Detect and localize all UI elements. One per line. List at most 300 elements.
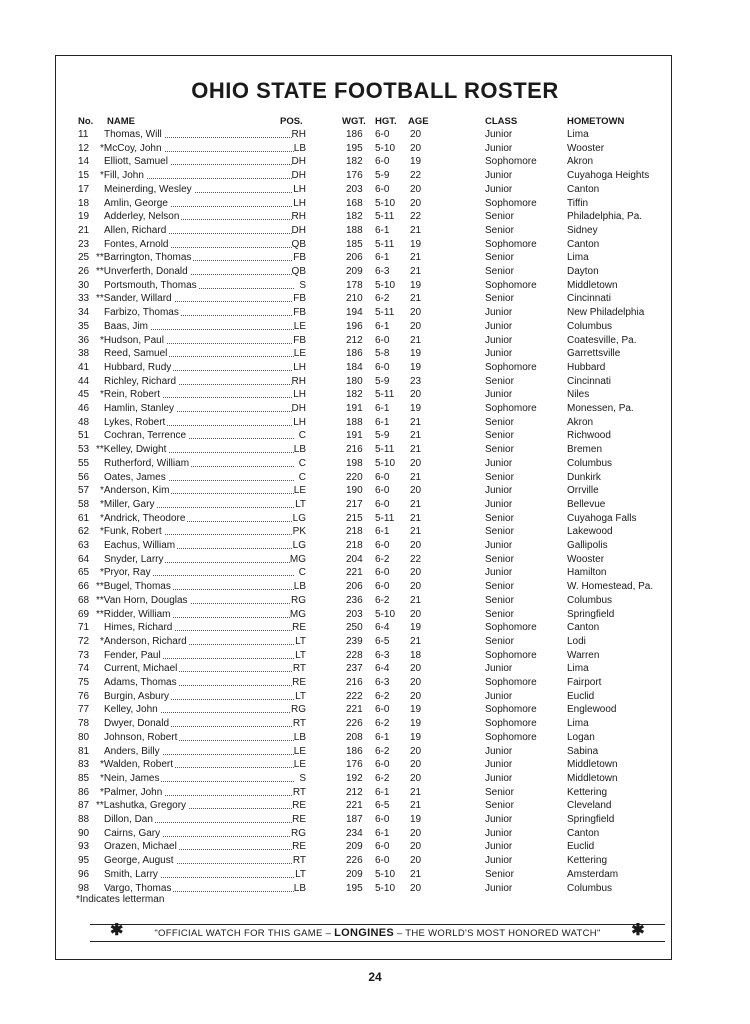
banner-pre: "OFFICIAL WATCH FOR THIS GAME – bbox=[154, 928, 335, 939]
player-hometown: Sabina bbox=[567, 745, 599, 757]
player-name-cell bbox=[96, 443, 306, 457]
player-age: 21 bbox=[410, 293, 422, 305]
player-weight: 217 bbox=[346, 498, 363, 510]
player-weight: 187 bbox=[346, 814, 363, 825]
player-height: 5-9 bbox=[375, 430, 390, 442]
player-class: Senior bbox=[485, 471, 514, 483]
roster-row bbox=[0, 813, 750, 827]
player-weight: 188 bbox=[346, 416, 363, 428]
player-hometown: Coatesville, Pa. bbox=[567, 334, 637, 346]
roster-row bbox=[0, 772, 750, 786]
player-name-cell bbox=[96, 210, 306, 224]
player-number: 17 bbox=[78, 183, 90, 195]
player-age: 22 bbox=[410, 553, 422, 565]
player-class: Senior bbox=[485, 868, 514, 880]
roster-row bbox=[0, 347, 750, 361]
player-number: 76 bbox=[78, 690, 90, 702]
player-class: Senior bbox=[485, 608, 514, 620]
player-position: C bbox=[298, 457, 306, 469]
player-hometown: Lima bbox=[567, 252, 589, 264]
player-position: QB bbox=[291, 266, 306, 277]
player-position: LG bbox=[292, 540, 306, 551]
player-age: 21 bbox=[410, 498, 422, 510]
player-height: 6-0 bbox=[375, 814, 390, 825]
player-name-cell bbox=[96, 251, 306, 265]
player-weight: 236 bbox=[346, 594, 363, 606]
player-height: 5-10 bbox=[375, 608, 396, 620]
player-number: 78 bbox=[78, 718, 90, 730]
player-class: Sophomore bbox=[485, 649, 537, 661]
player-hometown: Garrettsville bbox=[567, 348, 621, 360]
player-weight: 203 bbox=[346, 608, 363, 620]
player-class: Sophomore bbox=[485, 403, 537, 414]
player-age: 21 bbox=[410, 430, 422, 442]
player-name: Current, Michael bbox=[96, 663, 179, 674]
player-class: Sophomore bbox=[485, 718, 537, 730]
roster-row bbox=[0, 457, 750, 471]
player-class: Senior bbox=[485, 444, 514, 456]
player-hometown: Cincinnati bbox=[567, 375, 611, 387]
player-name-cell bbox=[96, 361, 306, 375]
player-hometown: Tiffin bbox=[567, 197, 589, 209]
player-age: 20 bbox=[410, 320, 422, 332]
player-number: 66 bbox=[78, 581, 90, 593]
player-position: C bbox=[298, 567, 306, 579]
player-age: 19 bbox=[410, 731, 422, 743]
player-number: 69 bbox=[78, 608, 90, 620]
roster-row bbox=[0, 169, 750, 183]
roster-row bbox=[0, 868, 750, 882]
player-class: Junior bbox=[485, 142, 513, 154]
player-height: 6-5 bbox=[375, 800, 390, 812]
player-height: 6-0 bbox=[375, 334, 390, 346]
player-age: 21 bbox=[410, 868, 422, 880]
roster-row bbox=[0, 334, 750, 348]
player-name: *McCoy, John bbox=[96, 143, 164, 154]
player-name-cell bbox=[96, 854, 306, 868]
player-weight: 180 bbox=[346, 375, 363, 387]
player-name-cell bbox=[96, 169, 306, 183]
player-number: 19 bbox=[78, 211, 90, 223]
roster-row bbox=[0, 594, 750, 608]
player-class: Junior bbox=[485, 457, 513, 469]
player-hometown: Columbus bbox=[567, 457, 613, 469]
player-age: 19 bbox=[410, 238, 422, 250]
player-name: Richley, Richard bbox=[96, 376, 178, 387]
player-weight: 222 bbox=[346, 690, 363, 702]
player-name: Kelley, John bbox=[96, 704, 160, 715]
player-position: MG bbox=[289, 553, 306, 565]
player-hometown: Middletown bbox=[567, 759, 618, 771]
player-class: Sophomore bbox=[485, 677, 537, 688]
roster-row bbox=[0, 840, 750, 854]
player-position: LB bbox=[293, 581, 306, 593]
player-hometown: Monessen, Pa. bbox=[567, 403, 634, 414]
player-name-cell bbox=[96, 594, 306, 608]
player-name-cell bbox=[96, 347, 306, 361]
player-weight: 209 bbox=[346, 841, 363, 853]
player-weight: 208 bbox=[346, 731, 363, 743]
player-number: 25 bbox=[78, 252, 90, 264]
player-number: 30 bbox=[78, 279, 90, 291]
player-height: 5-11 bbox=[375, 512, 395, 524]
player-weight: 216 bbox=[346, 444, 363, 456]
player-number: 63 bbox=[78, 540, 90, 551]
player-name-cell bbox=[96, 580, 306, 594]
player-number: 75 bbox=[78, 677, 90, 688]
player-hometown: Hubbard bbox=[567, 361, 606, 373]
player-class: Senior bbox=[485, 430, 514, 442]
roster-row bbox=[0, 799, 750, 813]
player-age: 20 bbox=[410, 827, 422, 839]
player-hometown: Orrville bbox=[567, 485, 599, 497]
player-position: FB bbox=[293, 252, 306, 264]
player-class: Junior bbox=[485, 690, 513, 702]
player-weight: 209 bbox=[346, 868, 363, 880]
player-class: Junior bbox=[485, 827, 513, 839]
roster-row bbox=[0, 224, 750, 238]
player-hometown: Middletown bbox=[567, 772, 618, 784]
player-position: FB bbox=[293, 307, 306, 319]
roster-row bbox=[0, 251, 750, 265]
player-number: 26 bbox=[78, 266, 90, 277]
player-name: Baas, Jim bbox=[96, 321, 150, 332]
player-number: 86 bbox=[78, 786, 90, 798]
player-height: 6-3 bbox=[375, 649, 390, 661]
roster-row bbox=[0, 580, 750, 594]
player-position: RE bbox=[292, 800, 306, 812]
player-weight: 221 bbox=[346, 567, 363, 579]
player-class: Senior bbox=[485, 293, 514, 305]
player-class: Junior bbox=[485, 540, 513, 551]
player-name: Meinerding, Wesley bbox=[96, 184, 194, 195]
roster-row bbox=[0, 484, 750, 498]
player-name-cell bbox=[96, 292, 306, 306]
player-position: RH bbox=[291, 129, 306, 140]
player-name-cell bbox=[96, 525, 306, 539]
player-name: Portsmouth, Thomas bbox=[96, 280, 199, 291]
player-age: 19 bbox=[410, 279, 422, 291]
player-weight: 196 bbox=[346, 320, 363, 332]
player-age: 19 bbox=[410, 814, 422, 825]
player-age: 20 bbox=[410, 772, 422, 784]
header-name: NAME bbox=[107, 116, 135, 127]
player-position: LB bbox=[293, 444, 306, 456]
player-class: Junior bbox=[485, 183, 513, 195]
player-age: 20 bbox=[410, 677, 422, 688]
player-name: Hamlin, Stanley bbox=[96, 403, 176, 414]
player-position: RG bbox=[291, 594, 306, 606]
player-hometown: Lodi bbox=[567, 635, 586, 647]
player-name: *Hudson, Paul bbox=[96, 335, 166, 346]
player-name: George, August bbox=[96, 855, 176, 866]
player-number: 65 bbox=[78, 567, 90, 579]
roster-row bbox=[0, 375, 750, 389]
player-hometown: W. Homestead, Pa. bbox=[567, 581, 654, 593]
player-number: 38 bbox=[78, 348, 90, 360]
player-position: LH bbox=[293, 197, 306, 209]
roster-row bbox=[0, 786, 750, 800]
player-number: 11 bbox=[78, 129, 89, 140]
player-weight: 218 bbox=[346, 526, 363, 538]
player-name-cell bbox=[96, 388, 306, 402]
player-position: RT bbox=[292, 663, 306, 675]
player-age: 20 bbox=[410, 129, 422, 140]
player-name-cell bbox=[96, 786, 306, 800]
roster-row bbox=[0, 553, 750, 567]
player-number: 61 bbox=[78, 512, 90, 524]
roster-row bbox=[0, 525, 750, 539]
roster-row bbox=[0, 292, 750, 306]
player-name-cell bbox=[96, 142, 306, 156]
player-age: 20 bbox=[410, 608, 422, 620]
player-weight: 221 bbox=[346, 800, 363, 812]
player-height: 6-0 bbox=[375, 129, 390, 140]
snowflake-icon: ✱ bbox=[110, 922, 124, 939]
player-age: 20 bbox=[410, 567, 422, 579]
player-hometown: Akron bbox=[567, 416, 594, 428]
player-height: 6-4 bbox=[375, 622, 390, 634]
player-position: LT bbox=[295, 868, 306, 880]
player-weight: 226 bbox=[346, 855, 363, 867]
banner-post: – THE WORLD'S MOST HONORED WATCH" bbox=[393, 928, 601, 939]
player-hometown: Canton bbox=[567, 238, 600, 250]
player-number: 74 bbox=[78, 663, 90, 675]
player-name-cell bbox=[96, 375, 306, 389]
player-height: 6-1 bbox=[375, 786, 390, 798]
player-height: 5-9 bbox=[375, 375, 390, 387]
player-number: 34 bbox=[78, 307, 90, 319]
player-name: Dwyer, Donald bbox=[96, 718, 171, 729]
player-age: 22 bbox=[410, 170, 422, 182]
player-number: 71 bbox=[78, 622, 90, 634]
player-name-cell bbox=[96, 799, 306, 813]
player-name-cell bbox=[96, 676, 306, 690]
player-name-cell bbox=[96, 320, 306, 334]
player-age: 19 bbox=[410, 348, 422, 360]
player-weight: 204 bbox=[346, 553, 363, 565]
player-height: 6-1 bbox=[375, 526, 390, 538]
roster-row bbox=[0, 854, 750, 868]
player-position: FB bbox=[293, 334, 306, 346]
player-name: Anders, Billy bbox=[96, 746, 162, 757]
player-age: 20 bbox=[410, 457, 422, 469]
player-name: Orazen, Michael bbox=[96, 841, 179, 852]
player-hometown: Warren bbox=[567, 649, 600, 661]
player-name-cell bbox=[96, 662, 306, 676]
player-number: 21 bbox=[78, 224, 90, 236]
player-name: Allen, Richard bbox=[96, 225, 168, 236]
player-class: Junior bbox=[485, 320, 513, 332]
player-name-cell bbox=[96, 416, 306, 430]
player-name: Eachus, William bbox=[96, 540, 177, 551]
player-name: **Van Horn, Douglas bbox=[96, 594, 188, 606]
player-hometown: Cleveland bbox=[567, 800, 612, 812]
player-weight: 192 bbox=[346, 772, 363, 784]
player-height: 6-1 bbox=[375, 403, 390, 414]
player-position: RT bbox=[292, 786, 306, 798]
player-name: Reed, Samuel bbox=[96, 348, 169, 359]
player-class: Senior bbox=[485, 635, 514, 647]
player-number: 45 bbox=[78, 389, 90, 401]
footnote: *Indicates letterman bbox=[76, 894, 165, 905]
player-position: LE bbox=[293, 485, 306, 497]
player-hometown: Euclid bbox=[567, 690, 595, 702]
player-class: Junior bbox=[485, 855, 513, 867]
player-hometown: Kettering bbox=[567, 855, 608, 867]
player-name-cell bbox=[96, 155, 306, 169]
player-name: Smith, Larry bbox=[96, 869, 160, 880]
player-age: 21 bbox=[410, 512, 422, 524]
player-weight: 194 bbox=[346, 307, 363, 319]
player-height: 5-10 bbox=[375, 868, 396, 880]
player-number: 36 bbox=[78, 334, 90, 346]
player-number: 64 bbox=[78, 553, 90, 565]
roster-row bbox=[0, 512, 750, 526]
roster-row bbox=[0, 608, 750, 622]
player-height: 6-0 bbox=[375, 704, 390, 716]
player-height: 6-2 bbox=[375, 690, 390, 702]
player-hometown: Lakewood bbox=[567, 526, 613, 538]
player-weight: 182 bbox=[346, 389, 363, 401]
player-age: 20 bbox=[410, 745, 422, 757]
player-hometown: Lima bbox=[567, 718, 589, 730]
player-hometown: Akron bbox=[567, 156, 594, 168]
player-class: Sophomore bbox=[485, 156, 537, 168]
player-number: 46 bbox=[78, 403, 90, 414]
player-age: 20 bbox=[410, 183, 422, 195]
player-name-cell bbox=[96, 608, 306, 622]
player-height: 6-1 bbox=[375, 827, 390, 839]
player-class: Junior bbox=[485, 498, 513, 510]
roster-row bbox=[0, 621, 750, 635]
roster-row bbox=[0, 197, 750, 211]
roster-row bbox=[0, 676, 750, 690]
player-name: *Andrick, Theodore bbox=[96, 513, 187, 524]
player-number: 80 bbox=[78, 731, 90, 743]
player-name-cell bbox=[96, 265, 306, 279]
player-position: RH bbox=[291, 375, 306, 387]
player-position: RE bbox=[292, 814, 306, 825]
player-weight: 186 bbox=[346, 348, 363, 360]
player-weight: 182 bbox=[346, 156, 363, 168]
player-hometown: Richwood bbox=[567, 430, 611, 442]
player-weight: 209 bbox=[346, 266, 363, 277]
player-height: 6-0 bbox=[375, 156, 390, 168]
player-name: Johnson, Robert bbox=[96, 732, 179, 743]
player-hometown: Hamilton bbox=[567, 567, 607, 579]
roster-row bbox=[0, 498, 750, 512]
player-weight: 186 bbox=[346, 745, 363, 757]
player-name-cell bbox=[96, 224, 306, 238]
player-height: 6-2 bbox=[375, 293, 390, 305]
player-weight: 220 bbox=[346, 471, 363, 483]
player-number: 55 bbox=[78, 457, 90, 469]
player-number: 77 bbox=[78, 704, 90, 716]
player-position: DH bbox=[291, 156, 306, 168]
player-hometown: Columbus bbox=[567, 320, 613, 332]
player-weight: 221 bbox=[346, 704, 363, 716]
player-position: LE bbox=[293, 745, 306, 757]
player-name: **Sander, Willard bbox=[96, 293, 172, 305]
player-class: Sophomore bbox=[485, 238, 537, 250]
player-hometown: Springfield bbox=[567, 814, 615, 825]
player-position: DH bbox=[291, 170, 306, 182]
player-name-cell bbox=[96, 813, 306, 827]
player-weight: 239 bbox=[346, 635, 363, 647]
player-position: QB bbox=[291, 238, 306, 250]
roster-row bbox=[0, 566, 750, 580]
roster-row bbox=[0, 731, 750, 745]
player-height: 6-2 bbox=[375, 594, 390, 606]
roster-row bbox=[0, 649, 750, 663]
player-class: Junior bbox=[485, 334, 513, 346]
player-weight: 212 bbox=[346, 786, 363, 798]
player-hometown: Columbus bbox=[567, 594, 613, 606]
player-height: 5-11 bbox=[375, 211, 395, 223]
player-number: 93 bbox=[78, 841, 90, 853]
header-hometown: HOMETOWN bbox=[567, 116, 625, 127]
player-position: LH bbox=[293, 416, 306, 428]
header-no: No. bbox=[78, 116, 94, 127]
player-hometown: Wooster bbox=[567, 142, 605, 154]
player-name-cell bbox=[96, 827, 306, 841]
player-height: 6-2 bbox=[375, 718, 390, 730]
player-weight: 215 bbox=[346, 512, 363, 524]
player-hometown: Dayton bbox=[567, 266, 599, 277]
player-name-cell bbox=[96, 649, 306, 663]
player-name-cell bbox=[96, 717, 306, 731]
player-age: 20 bbox=[410, 759, 422, 771]
player-age: 21 bbox=[410, 266, 422, 277]
player-class: Senior bbox=[485, 581, 514, 593]
player-weight: 226 bbox=[346, 718, 363, 730]
player-position: LT bbox=[295, 649, 306, 661]
player-class: Senior bbox=[485, 594, 514, 606]
player-position: DH bbox=[291, 403, 306, 414]
player-age: 21 bbox=[410, 444, 422, 456]
player-number: 44 bbox=[78, 375, 90, 387]
player-name-cell bbox=[96, 457, 306, 471]
player-hometown: Bellevue bbox=[567, 498, 606, 510]
player-height: 6-0 bbox=[375, 498, 390, 510]
roster-row bbox=[0, 142, 750, 156]
player-class: Junior bbox=[485, 663, 513, 675]
player-position: LT bbox=[295, 635, 306, 647]
roster-row bbox=[0, 306, 750, 320]
player-weight: 184 bbox=[346, 361, 363, 373]
player-name-cell bbox=[96, 429, 306, 443]
player-age: 20 bbox=[410, 389, 422, 401]
player-height: 6-0 bbox=[375, 855, 390, 867]
player-class: Junior bbox=[485, 772, 513, 784]
roster-row bbox=[0, 429, 750, 443]
player-name-cell bbox=[96, 238, 306, 252]
player-class: Junior bbox=[485, 170, 513, 182]
player-hometown: Niles bbox=[567, 389, 590, 401]
player-height: 6-3 bbox=[375, 266, 390, 277]
player-height: 6-0 bbox=[375, 841, 390, 853]
player-class: Junior bbox=[485, 389, 513, 401]
player-number: 18 bbox=[78, 197, 90, 209]
player-name-cell bbox=[96, 621, 306, 635]
player-height: 5-10 bbox=[375, 457, 396, 469]
player-weight: 185 bbox=[346, 238, 363, 250]
player-weight: 195 bbox=[346, 882, 363, 894]
player-number: 41 bbox=[78, 361, 90, 373]
player-age: 23 bbox=[410, 375, 422, 387]
player-weight: 206 bbox=[346, 581, 363, 593]
